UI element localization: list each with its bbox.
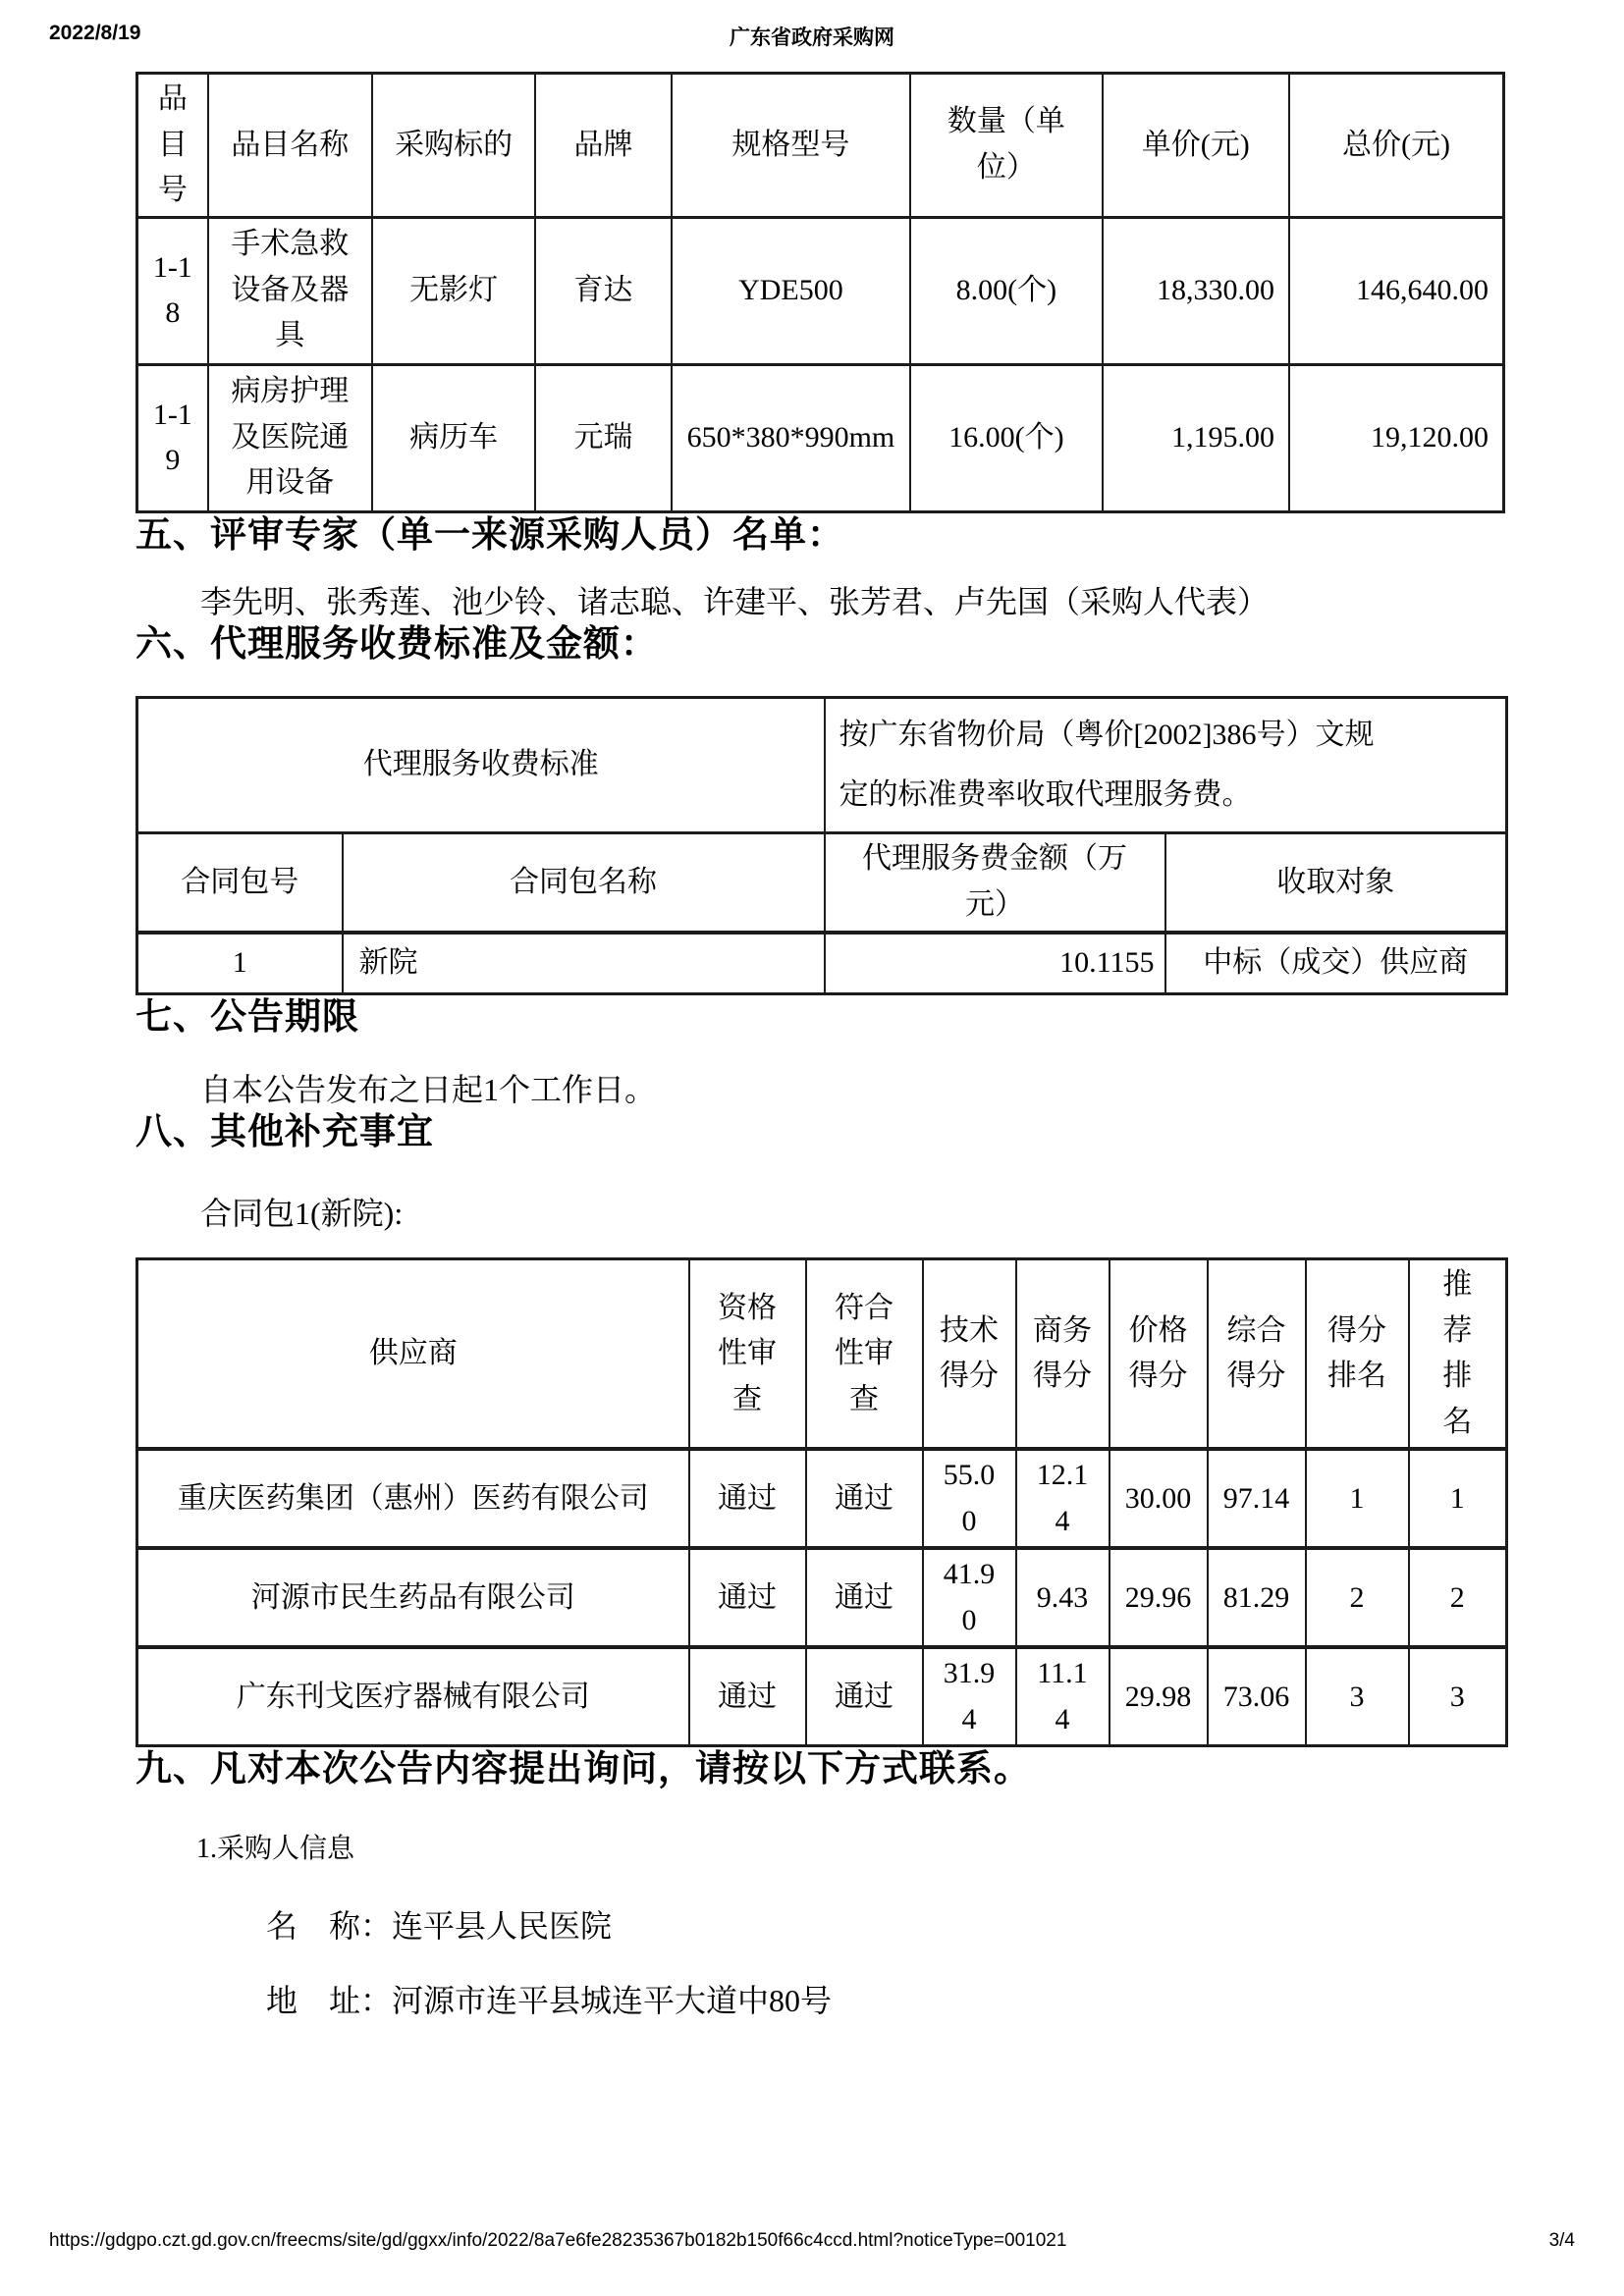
table-cell: 1 xyxy=(1306,1449,1409,1548)
column-header: 技术得分 xyxy=(923,1259,1016,1450)
table-cell: 9.43 xyxy=(1016,1548,1110,1647)
table-cell: 30.00 xyxy=(1110,1449,1208,1548)
fee-standard-label-cell: 代理服务收费标准 xyxy=(137,697,825,832)
table-cell: 无影灯 xyxy=(372,217,535,364)
table-cell: 1 xyxy=(1409,1449,1507,1548)
column-header: 收取对象 xyxy=(1165,832,1507,933)
table-cell: 重庆医药集团（惠州）医药有限公司 xyxy=(137,1449,689,1548)
table-cell: 16.00(个) xyxy=(910,364,1102,511)
column-header: 品目号 xyxy=(137,74,208,218)
supplier-score-table xyxy=(135,1257,1508,1747)
table-cell: 29.98 xyxy=(1110,1647,1208,1746)
table-cell: 病历车 xyxy=(372,364,535,511)
table-cell: 1-18 xyxy=(137,217,208,364)
table-cell: 通过 xyxy=(806,1449,923,1548)
table-cell: 10.1155 xyxy=(825,933,1165,993)
table-cell: 73.06 xyxy=(1208,1647,1306,1746)
table-header-row xyxy=(137,74,1504,218)
print-header-site-title: 广东省政府采购网 xyxy=(730,27,894,49)
table-header-row xyxy=(137,1259,1507,1450)
section-eight-title: 八、其他补充事宜 xyxy=(135,1112,434,1153)
table-cell: 通过 xyxy=(689,1548,806,1647)
table-cell: 97.14 xyxy=(1208,1449,1306,1548)
purchaser-address-line: 地 址：河源市连平县城连平大道中80号 xyxy=(266,1982,833,2018)
table-cell: 育达 xyxy=(535,217,671,364)
table-cell: 31.94 xyxy=(923,1647,1016,1746)
table-cell: 146,640.00 xyxy=(1289,217,1504,364)
print-footer-page-number: 3/4 xyxy=(1548,2230,1575,2251)
table-cell: 18,330.00 xyxy=(1103,217,1289,364)
table-cell: 河源市民生药品有限公司 xyxy=(137,1548,689,1647)
table-cell: 通过 xyxy=(689,1449,806,1548)
table-cell: 12.14 xyxy=(1016,1449,1110,1548)
document-content xyxy=(135,72,1505,2021)
table-cell: 元瑞 xyxy=(535,364,671,511)
section-nine-title: 九、凡对本次公告内容提出询问，请按以下方式联系。 xyxy=(135,1749,1031,1790)
table-cell: 11.14 xyxy=(1016,1647,1110,1746)
contract-package-subtitle: 合同包1(新院): xyxy=(200,1195,404,1231)
column-header: 品目名称 xyxy=(208,74,372,218)
column-header: 符合性审查 xyxy=(806,1259,923,1450)
table-cell: 2 xyxy=(1409,1548,1507,1647)
table-cell: 手术急救设备及器具 xyxy=(208,217,372,364)
table-cell: 通过 xyxy=(806,1548,923,1647)
column-header: 规格型号 xyxy=(672,74,911,218)
print-footer-url: https://gdgpo.czt.gd.gov.cn/freecms/site/gd/ggxx/info/2022/8a7e6fe28235367b0182b150f66c4ccd.html?noticeType=001021 xyxy=(49,2230,1067,2251)
table-cell: 中标（成交）供应商 xyxy=(1165,933,1507,993)
column-header: 供应商 xyxy=(137,1259,689,1450)
table-header-row xyxy=(137,832,1507,933)
column-header: 推荐排名 xyxy=(1409,1259,1507,1450)
table-cell: 通过 xyxy=(689,1647,806,1746)
column-header: 品牌 xyxy=(535,74,671,218)
table-row xyxy=(137,697,1507,832)
column-header: 商务得分 xyxy=(1016,1259,1110,1450)
table-cell: 通过 xyxy=(806,1647,923,1746)
table-row xyxy=(137,364,1504,511)
column-header: 合同包号 xyxy=(137,832,343,933)
purchaser-name-line: 名 称：连平县人民医院 xyxy=(266,1907,613,1944)
table-cell: 29.96 xyxy=(1110,1548,1208,1647)
table-cell: YDE500 xyxy=(672,217,911,364)
fee-standard-text-cell: 按广东省物价局（粤价[2002]386号）文规定的标准费率收取代理服务费。 xyxy=(825,697,1507,832)
table-cell: 19,120.00 xyxy=(1289,364,1504,511)
table-row xyxy=(137,1449,1507,1548)
purchaser-info-label: 1.采购人信息 xyxy=(196,1833,355,1864)
table-row xyxy=(137,1548,1507,1647)
notice-period-text: 自本公告发布之日起1个工作日。 xyxy=(200,1071,657,1107)
column-header: 价格得分 xyxy=(1110,1259,1208,1450)
agency-fee-table xyxy=(135,696,1508,995)
table-cell: 1 xyxy=(137,933,343,993)
table-cell: 2 xyxy=(1306,1548,1409,1647)
table-row xyxy=(137,933,1507,993)
table-cell: 病房护理及医院通用设备 xyxy=(208,364,372,511)
section-five-title: 五、评审专家（单一来源采购人员）名单： xyxy=(135,514,844,556)
table-cell: 3 xyxy=(1409,1647,1507,1746)
column-header: 资格性审查 xyxy=(689,1259,806,1450)
column-header: 单价(元) xyxy=(1103,74,1289,218)
procurement-items-table xyxy=(135,72,1505,513)
print-header-date: 2022/8/19 xyxy=(49,22,141,44)
table-cell: 新院 xyxy=(343,933,825,993)
section-seven-title: 七、公告期限 xyxy=(135,996,359,1038)
section-six-title: 六、代理服务收费标准及金额： xyxy=(135,624,658,666)
table-cell: 1-19 xyxy=(137,364,208,511)
column-header: 得分排名 xyxy=(1306,1259,1409,1450)
table-cell: 81.29 xyxy=(1208,1548,1306,1647)
table-cell: 1,195.00 xyxy=(1103,364,1289,511)
column-header: 总价(元) xyxy=(1289,74,1504,218)
expert-names: 李先明、张秀莲、池少铃、诸志聪、许建平、张芳君、卢先国（采购人代表） xyxy=(200,583,1270,619)
column-header: 综合得分 xyxy=(1208,1259,1306,1450)
table-cell: 650*380*990mm xyxy=(672,364,911,511)
column-header: 合同包名称 xyxy=(343,832,825,933)
table-cell: 55.00 xyxy=(923,1449,1016,1548)
table-row xyxy=(137,1647,1507,1746)
table-cell: 3 xyxy=(1306,1647,1409,1746)
table-row xyxy=(137,217,1504,364)
table-cell: 广东刊戈医疗器械有限公司 xyxy=(137,1647,689,1746)
table-cell: 41.90 xyxy=(923,1548,1016,1647)
column-header: 代理服务费金额（万元） xyxy=(825,832,1165,933)
table-cell: 8.00(个) xyxy=(910,217,1102,364)
column-header: 数量（单位） xyxy=(910,74,1102,218)
column-header: 采购标的 xyxy=(372,74,535,218)
